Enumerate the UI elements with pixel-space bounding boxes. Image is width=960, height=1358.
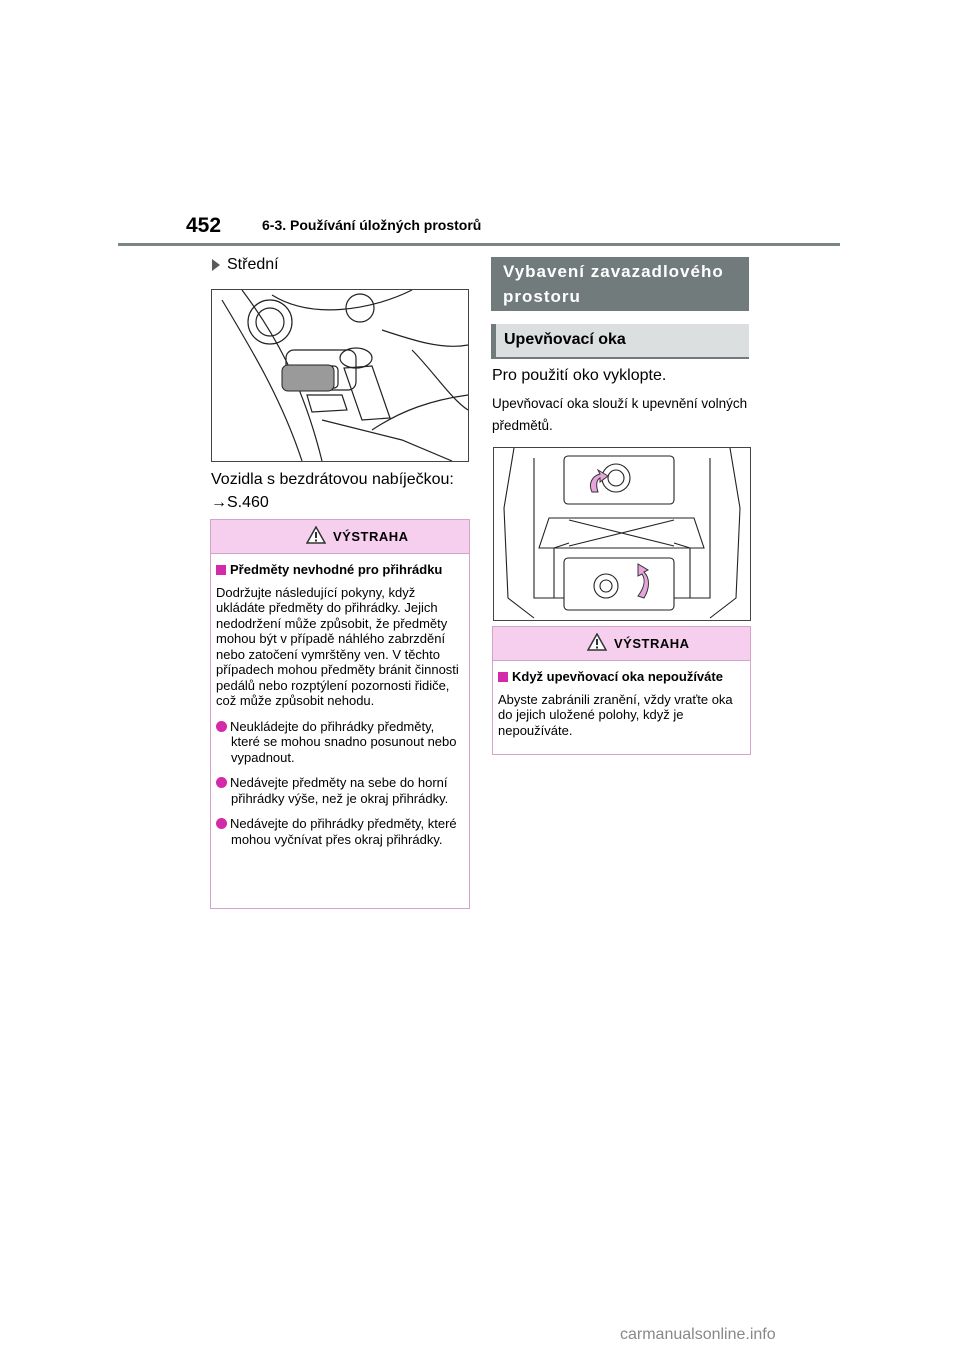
wireless-charger-text: Vozidla s bezdrátovou nabíječkou: xyxy=(211,471,454,488)
anchor-description: Upevňovací oka slouží k upevnění volných předmětů. xyxy=(492,396,748,433)
warning-bullet-text: Nedávejte předměty na sebe do horní přihrádky výše, než je okraj přihrádky. xyxy=(230,775,449,806)
warning-triangle-icon xyxy=(587,633,607,651)
page-number: 452 xyxy=(186,214,222,237)
header-divider xyxy=(118,243,840,246)
warning-bullet xyxy=(216,816,463,847)
watermark: carmanualsonline.info xyxy=(620,1326,776,1343)
square-bullet-icon xyxy=(216,565,226,575)
subheading-center xyxy=(212,256,279,274)
warning-paragraph: Dodržujte následující pokyny, když ukládáte předměty do přihrádky. Jejich nedodržení může způsobit, že předměty mohou být v případě náhlého zabrzdění nebo zatočení vymrštěny ven. V těchto případech mohou předměty bránit činnosti pedálů nebo rozptýlení pozornosti řidiče, což může způsobit nehodu. xyxy=(216,584,459,708)
triangle-bullet-icon xyxy=(212,259,220,271)
warning-body xyxy=(211,554,469,857)
subsection-heading-band xyxy=(491,324,749,359)
subheading-text: Střední xyxy=(227,256,279,273)
warning-bullet xyxy=(216,719,463,766)
wireless-charger-note xyxy=(211,468,471,514)
section-heading: Vybavení zavazadlového prostoru xyxy=(503,262,724,306)
subsection-underline xyxy=(491,357,749,359)
subsection-heading: Upevňovací oka xyxy=(504,331,626,348)
warning-header xyxy=(211,520,469,554)
round-bullet-icon xyxy=(216,818,227,829)
warning-paragraph: Abyste zabránili zranění, vždy vraťte oka do jejich uložené polohy, když je nepoužíváte. xyxy=(498,691,733,738)
warning-box-items xyxy=(210,519,470,909)
warning-title-text: Když upevňovací oka nepoužíváte xyxy=(512,669,723,684)
warning-label: VÝSTRAHA xyxy=(614,636,690,651)
page-reference-link[interactable]: →S.460 xyxy=(211,494,269,511)
square-bullet-icon xyxy=(498,672,508,682)
section-heading-band xyxy=(491,257,749,311)
console-drawing xyxy=(212,290,468,461)
warning-triangle-icon xyxy=(306,526,326,544)
cargo-anchor-illustration xyxy=(493,447,751,621)
center-console-illustration xyxy=(211,289,469,462)
anchor-intro-text: Pro použití oko vyklopte. xyxy=(492,367,667,384)
round-bullet-icon xyxy=(216,721,227,732)
warning-label: VÝSTRAHA xyxy=(333,529,409,544)
warning-title xyxy=(498,669,744,685)
warning-header xyxy=(493,627,750,661)
warning-title xyxy=(216,562,463,578)
warning-bullet-text: Nedávejte do přihrádky předměty, které mohou vyčnívat přes okraj přihrádky. xyxy=(230,816,457,847)
trunk-drawing xyxy=(494,448,750,620)
warning-title-text: Předměty nevhodné pro přihrádku xyxy=(230,562,443,577)
warning-body xyxy=(493,661,750,748)
warning-bullet xyxy=(216,775,463,806)
warning-box-anchors xyxy=(492,626,751,755)
section-title: 6-3. Používání úložných prostorů xyxy=(262,217,482,233)
warning-bullet-text: Neukládejte do přihrádky předměty, které se mohou snadno posunout nebo vypadnout. xyxy=(230,718,457,765)
round-bullet-icon xyxy=(216,777,227,788)
